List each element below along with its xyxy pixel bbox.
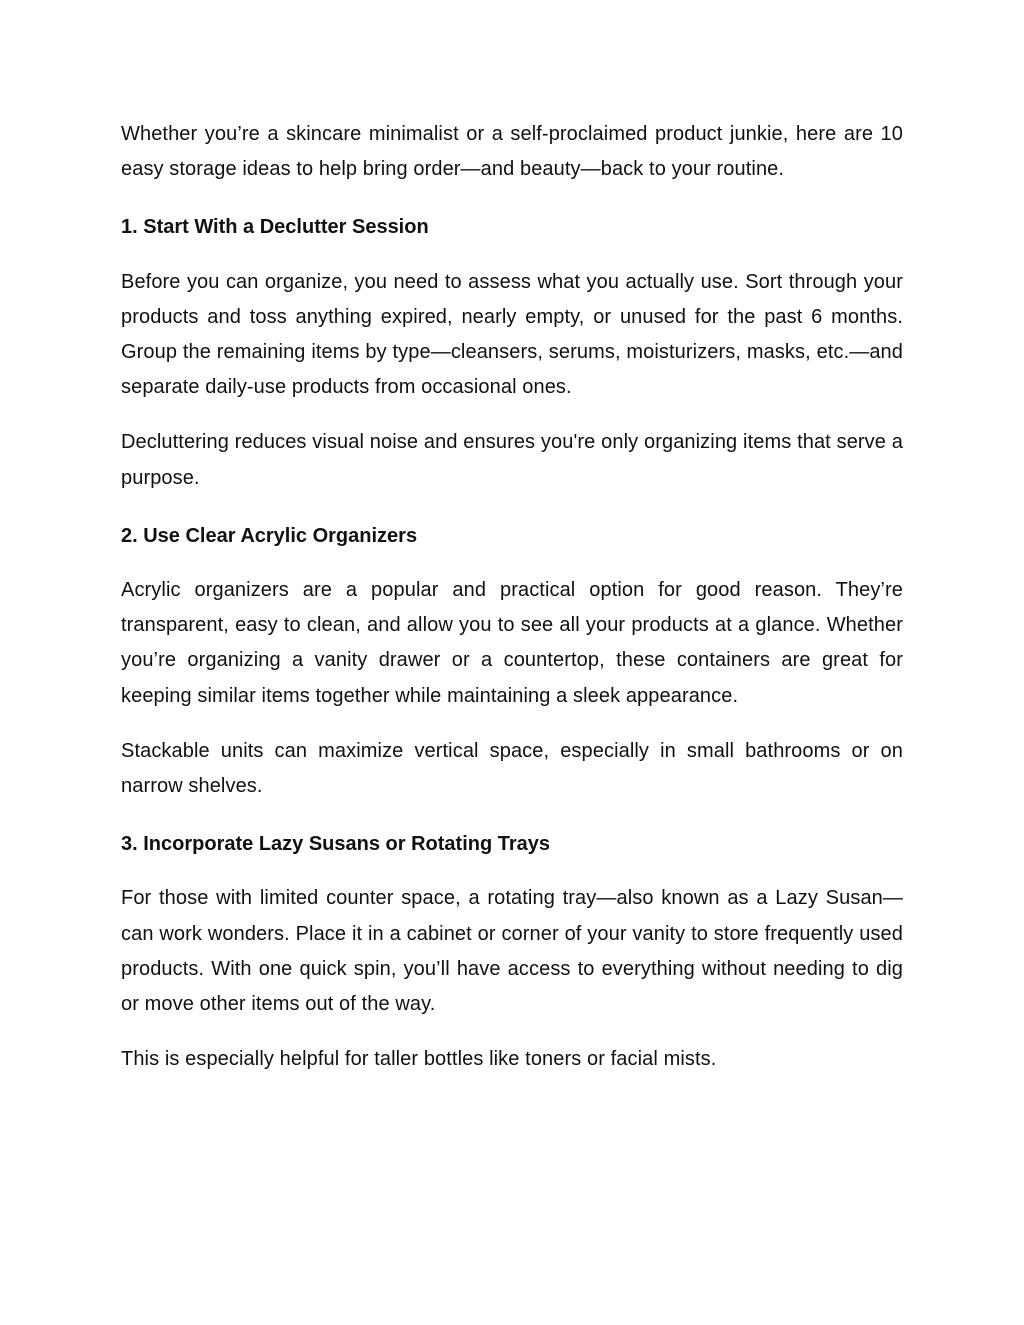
section-paragraph: Stackable units can maximize vertical space, especially in small bathrooms or on narrow shelves. <box>121 739 903 798</box>
section-acrylic-organizers <box>121 516 903 804</box>
section-heading: 1. Start With a Declutter Session <box>121 216 429 239</box>
intro-paragraph: Whether you’re a skincare minimalist or a self-proclaimed product junkie, here are 10 easy storage ideas to help bring order—and beauty—back to your routine. <box>121 123 903 181</box>
section-heading: 2. Use Clear Acrylic Organizers <box>121 524 418 547</box>
section-paragraph: This is especially helpful for taller bottles like toners or facial mists. <box>121 1048 717 1071</box>
section-lazy-susans <box>121 824 903 1077</box>
section-heading: 3. Incorporate Lazy Susans or Rotating Trays <box>121 833 551 856</box>
section-paragraph: Before you can organize, you need to assess what you actually use. Sort through your products and toss anything expired, nearly empty, or unused for the past 6 months. Group the remaining items by type—cleansers, serums, moisturizers, masks, etc.—and separate daily-use products from occasional ones. <box>121 270 903 399</box>
section-paragraph: Acrylic organizers are a popular and practical option for good reason. They’re transparent, easy to clean, and allow you to see all your products at a glance. Whether you’re organizing a vanity drawer or a countertop, these containers are great for keeping similar items together while maintaining a sleek appearance. <box>121 579 903 707</box>
section-declutter <box>121 207 903 495</box>
document-page <box>121 117 903 1097</box>
section-paragraph: Decluttering reduces visual noise and ensures you're only organizing items that serve a purpose. <box>121 431 903 489</box>
section-paragraph: For those with limited counter space, a rotating tray—also known as a Lazy Susan—can work wonders. Place it in a cabinet or corner of your vanity to store frequently used products. With one quick spin, you’ll have access to everything without needing to dig or move other items out of the way. <box>121 887 903 1016</box>
